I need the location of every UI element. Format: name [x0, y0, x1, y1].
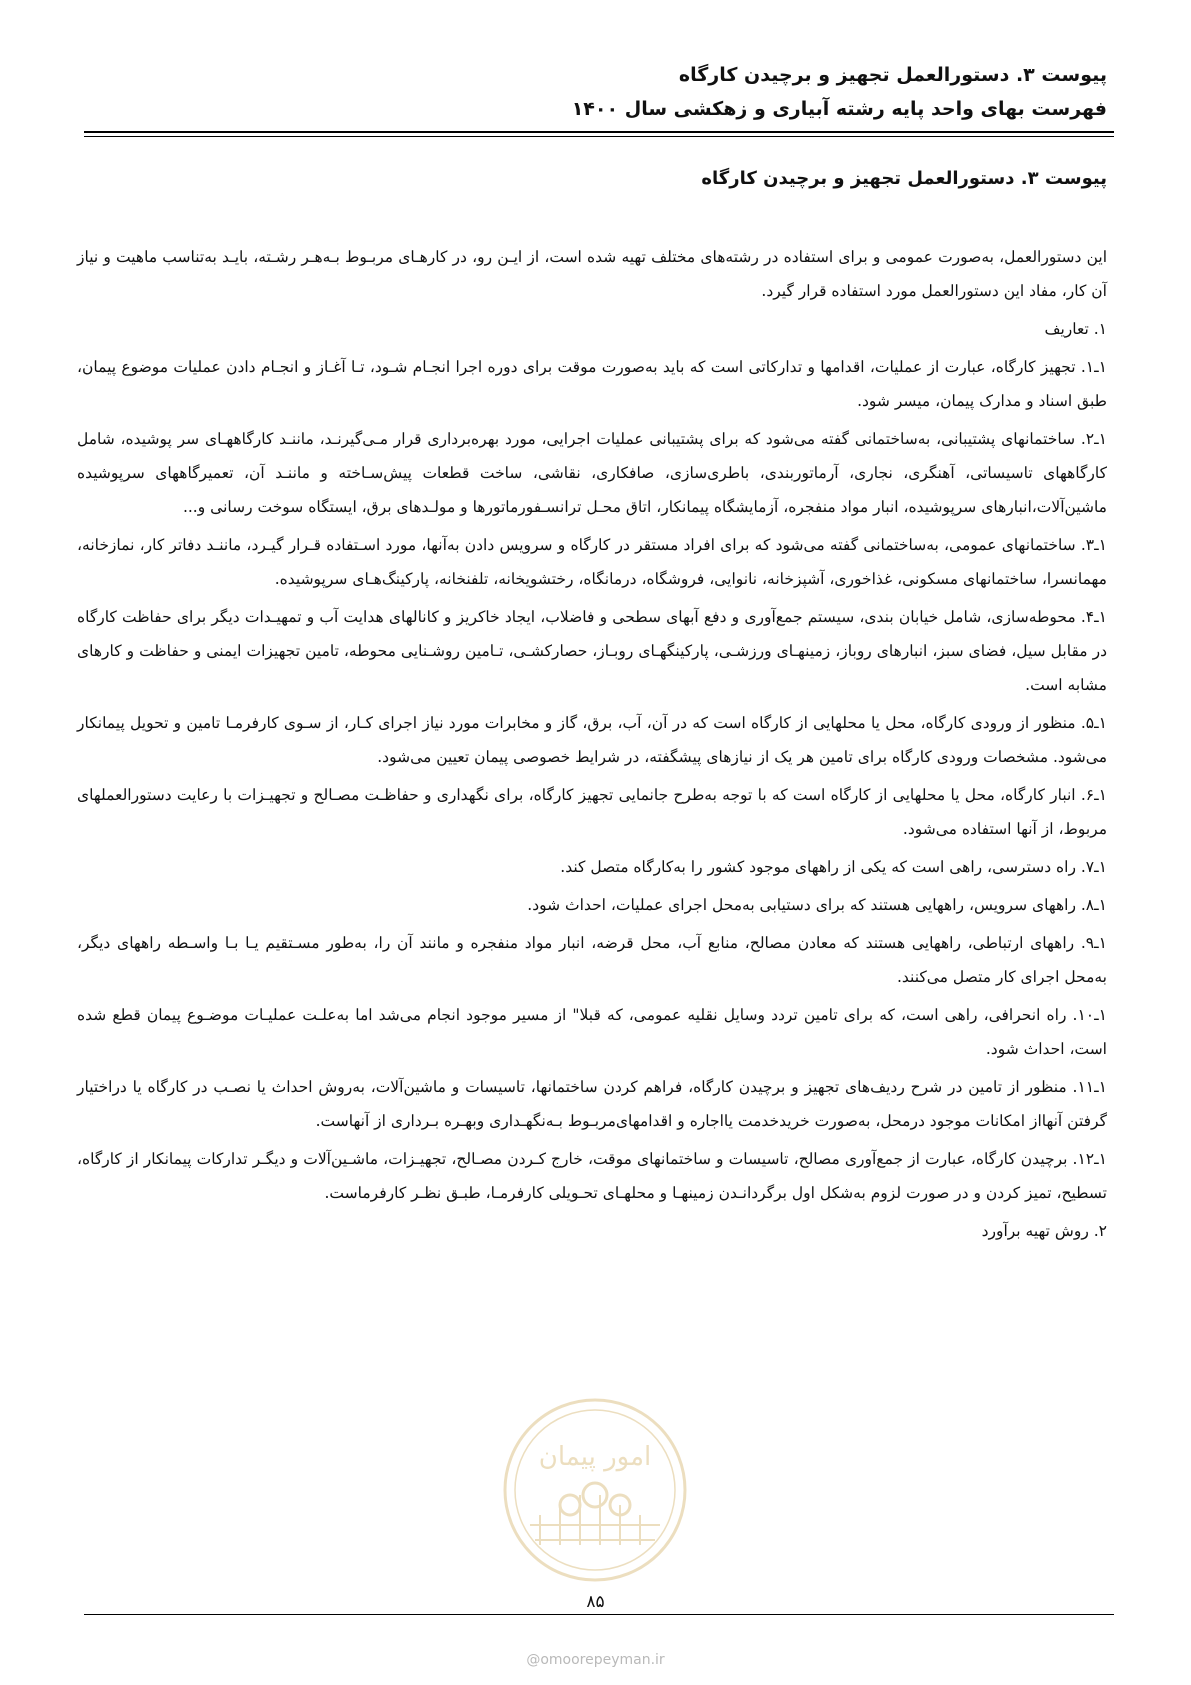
footer-rule [84, 1614, 1114, 1615]
heading-definitions: ۱. تعاریف [1044, 320, 1107, 338]
definition-1-5: ۱ـ۵. منظور از ورودی کارگاه، محل یا محلهایی از کارگاه است که در آن، آب، برق، گاز و مخابرات مورد نیاز اجرای کـار، از سـوی کارفرمـا تامین و تحویل پیمانکار می‌شود. مشخصات ورودی کارگاه برای تامین هر یک از نیازهای پیشگفته، در شرایط خصوصی پیمان تعیین می‌شود. [77, 714, 1107, 766]
body-text [77, 240, 1107, 1252]
running-header [77, 58, 1107, 126]
definition-1-4: ۱ـ۴. محوطه‌سازی، شامل خیابان بندی، سیستم جمع‌آوری و دفع آبهای سطحی و فاضلاب، ایجاد خاکریز و کانالهای هدایت آب و تمهیـدات دیگر برای حفاظت کارگاه در مقابل سیل، فضای سبز، انبارهای روباز، زمینهـای ورزشـی، پارکینگهـای روبـاز، حصارکشـی، تـامین روشـنایی محوطه، تامین تجهیزات ایمنی و حفاظت و کارهای مشابه است. [77, 608, 1107, 694]
header-rule-thin [84, 136, 1114, 137]
definition-1-7: ۱ـ۷. راه دسترسی، راهی است که یکی از راههای موجود کشور را به‌کارگاه متصل کند. [560, 858, 1107, 876]
definition-1-2: ۱ـ۲. ساختمانهای پشتیبانی، به‌ساختمانی گفته می‌شود که برای پشتیبانی عملیات اجرایی، مورد بهره‌برداری قرار مـی‌گیرنـد، ماننـد کارگاههـای سر پوشیده، شامل کارگاههای تاسیساتی، آهنگری، نجاری، آرماتوربندی، باطری‌سازی، صافکاری، نقاشی، ساخت قطعات پیش‌سـاخته و ماننـد آن، تعمیرگاههای سرپوشیده ماشین‌آلات،انبارهای سرپوشیده، انبار مواد منفجره، آزمایشگاه پیمانکار، اتاق محـل ترانسـفورماتورها و مولـدهای برق، ایستگاه سوخت رسانی و... [77, 430, 1107, 516]
header-price-list-title: فهرست بهای واحد پایه رشته آبیاری و زهکشی سال ۱۴۰۰ [571, 98, 1107, 120]
definition-1-12: ۱ـ۱۲. برچیدن کارگاه، عبارت از جمع‌آوری مصالح، تاسیسات و ساختمانهای موقت، خارج کـردن مصـالح، تجهیـزات، ماشـین‌آلات و دیگـر تدارکات پیمانکار از کارگاه، تسطیح، تمیز کردن و در صورت لزوم به‌شکل اول برگردانـدن زمینهـا و محلهـای تحـویلی کارفرمـا، طبـق نظـر کارفرماست. [77, 1150, 1107, 1202]
definition-1-10: ۱ـ۱۰. راه انحرافی، راهی است، که برای تامین تردد وسایل نقلیه عمومی، که قبلا" از مسیر موجود انجام می‌شد اما به‌علـت عملیـات موضـوع پیمان قطع شده است، احداث شود. [77, 1006, 1107, 1058]
definition-1-3: ۱ـ۳. ساختمانهای عمومی، به‌ساختمانی گفته می‌شود که برای افراد مستقر در کارگاه و سرویس دادن به‌آنها، مورد اسـتفاده قـرار گیـرد، ماننـد دفاتر کار، نمازخانه، مهمانسرا، ساختمانهای مسکونی، غذاخوری، آشپزخانه، نانوایی، فروشگاه، درمانگاه، رختشویخانه، تلفنخانه، پارکینگ‌هـای سرپوشیده. [77, 536, 1107, 588]
watermark-text: امور پیمان [538, 1442, 652, 1472]
watermark-seal-logo [500, 1395, 690, 1585]
intro-paragraph: این دستورالعمل، به‌صورت عمومی و برای استفاده در رشته‌های مختلف تهیه شده است، از ایـن رو، در کارهـای مربـوط بـه‌هـر رشـته، بایـد به‌تناسب ماهیت و نیاز آن کار، مفاد این دستورالعمل مورد استفاده قرار گیرد. [77, 248, 1107, 300]
definition-1-8: ۱ـ۸. راههای سرویس، راههایی هستند که برای دستیابی به‌محل اجرای عملیات، احداث شود. [527, 896, 1107, 914]
header-appendix-title: پیوست ۳. دستورالعمل تجهیز و برچیدن کارگاه [678, 64, 1107, 86]
page-number: ۸۵ [586, 1592, 605, 1612]
section-title: پیوست ۳. دستورالعمل تجهیز و برچیدن کارگاه [701, 168, 1107, 189]
heading-estimate-method: ۲. روش تهیه برآورد [981, 1222, 1107, 1240]
definition-1-11: ۱ـ۱۱. منظور از تامین در شرح ردیف‌های تجهیز و برچیدن کارگاه، فراهم کردن ساختمانها، تاسیسات و ماشین‌آلات، به‌روش احداث یا نصـب در کارگاه یا دراختیار گرفتن آنهااز امکانات موجود درمحل، به‌صورت خریدخدمت یااجاره و اقدامهای‌مربـوط بـه‌نگهـداری وبهـره بـرداری از آنهاست. [77, 1078, 1107, 1130]
header-rule-thick [84, 131, 1114, 133]
definition-1-9: ۱ـ۹. راههای ارتباطی، راههایی هستند که معادن مصالح، منابع آب، محل قرضه، انبار مواد منفجره و مانند آن را، به‌طور مسـتقیم یـا بـا واسـطه راههای دیگر، به‌محل اجرای کار متصل می‌کنند. [77, 934, 1107, 986]
definition-1-1: ۱ـ۱. تجهیز کارگاه، عبارت از عملیات، اقدامها و تدارکاتی است که باید به‌صورت موقت برای دوره اجرا انجـام شـود، تـا آغـاز و انجـام دادن عملیات موضوع پیمان، طبق اسناد و مدارک پیمان، میسر شود. [77, 358, 1107, 410]
site-watermark-text: @omoorepeyman.ir [526, 1652, 665, 1668]
definition-1-6: ۱ـ۶. انبار کارگاه، محل یا محلهایی از کارگاه است که با توجه به‌طرح جانمایی تجهیز کارگاه، برای نگهداری و حفاظـت مصـالح و تجهیـزات با رعایت دستورالعملهای مربوط، از آنها استفاده می‌شود. [77, 786, 1107, 838]
